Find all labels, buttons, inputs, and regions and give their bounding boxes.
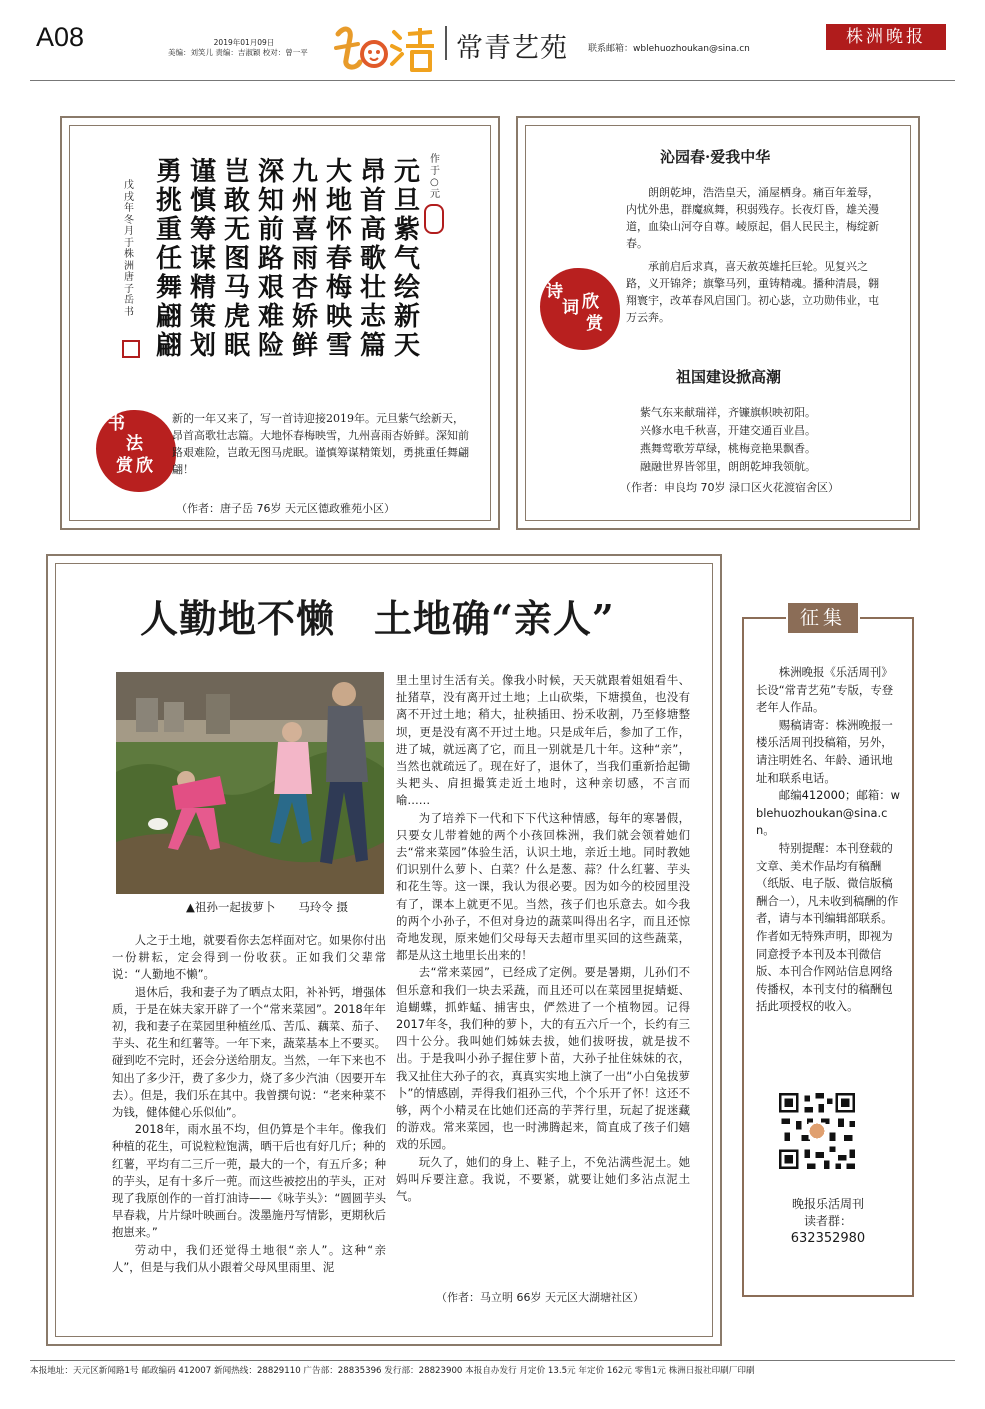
lehuo-logo (330, 20, 440, 76)
poem1-stanza-2: 承前启后求真，喜天赦英雄托巨轮。见复兴之路，义开锦斧；旗擎马列，重铸精魂。播种清晨，翱翔寰宇，改革春风启国门。初心毖，立功勋伟业，屯万云奔。 (626, 260, 879, 324)
sidebar-text (756, 664, 900, 1016)
article-photo (116, 672, 384, 894)
calligraphy-artwork (110, 140, 490, 405)
calligraphy-column: 谨慎筹谋精策划 (190, 157, 217, 361)
poetry-badge: 诗 词 欣 赏 (540, 268, 620, 350)
poem-author: （作者：申良均 70岁 渌口区火花渡宿舍区） (620, 481, 839, 494)
page-number: A08 (36, 22, 85, 52)
qr-caption: 读者群： (803, 1214, 852, 1228)
poem2-line: 融融世界皆邻里，朗朗乾坤我领航。 (640, 460, 816, 473)
article-paragraph: 为了培养下一代和下下代这种情感，每年的寒暑假，只要女儿带着她的两个小孩回株洲，我们就会领着她们去“常来菜园”体验生活，认识土地，亲近土地。同时教她们识别什么萝卜、白菜？什么是葱、蒜？什么红薯、芋头和花生等。这一课，我认为很必要。因为如今的校园里没有了，课本上就更不见。当然，孩子们也乐意去。如今我的两个小孙子，不但对身边的蔬菜叫得出名字，而且还惊奇地发现，原来她们父母每天去超市里买回的这些蔬菜，都是从这土地里长出来的！ (396, 810, 690, 963)
sidebar-paragraph: 株洲晚报《乐活周刊》长设“常青艺苑”专版，专登老年人作品。 (756, 665, 894, 715)
qr-code-icon[interactable] (776, 1090, 858, 1172)
qr-caption: 晚报乐活周刊 (791, 1197, 864, 1211)
calligraphy-column: 深知前路艰难险 (258, 157, 285, 361)
calligraphy-badge: 书 法 欣 赏 (96, 410, 176, 492)
editor-credits: 美编：刘笑儿 责编：吉淑颖 校对：曾一平 (168, 48, 308, 57)
calligraphy-column: 元旦紫气绘新天 (394, 157, 421, 361)
article-right-column (396, 672, 690, 1205)
poem1-title: 沁园春·爱我中华 (660, 148, 771, 166)
article-paragraph: 2018年，雨水虽不均，但仍算是个丰年。像我们种植的花生，可说粒粒饱满，晒干后也有好几斤；种的红薯，平均有二三斤一蔸，最大的一个，有五斤多；种的芋头，足有十多斤一蔸。而这些被挖出的芋头，正对现了我原创作的一首打油诗——《咏芋头》：“圆圆芋头早春栽，片片绿叶映画台。泼墨施丹写情影，更期秋后抱崽来。” (112, 1122, 386, 1240)
sidebar-paragraph: 特别提醒：本刊登载的文章、美术作品均有稿酬（纸版、电子版、微信版稿酬合一），凡未收到稿酬的作者，请与本刊编辑部联系。作者如无特殊声明，即视为同意授予本刊及本刊微信版、本刊合作网站信息网络传播权，本刊支付的稿酬包括此项授权的收入。 (756, 840, 899, 1014)
article-left-column (112, 932, 386, 1276)
poem1-stanza-1: 朗朗乾坤，浩浩皇天，涌屋栖身。痛百年羞辱，内忧外患，群魔疯舞，积弱残存。长夜灯昏，雄关漫道，血染山河夺自尊。崚原起，倡人民民主，梅绽新春。 (626, 186, 879, 250)
column-name: 常青艺苑 (456, 33, 568, 64)
contact-email: 联系邮箱：wblehuozhoukan@sina.cn (588, 44, 750, 54)
issue-date: 2019年01月09日 (213, 38, 275, 47)
calligraphy-description: 新的一年又来了，写一首诗迎接2019年。元旦紫气绘新天，昂首高歌壮志篇。大地怀春梅映雪，九州喜雨杏娇鲜。深知前路艰难险，岂敢无图马虎眠。谨慎筹谋精策划，勇挑重任舞翩翩！ (172, 412, 469, 476)
article-paragraph: 里土里讨生活有关。像我小时候，天天就跟着姐姐看牛、扯猪草，没有离开过土地；上山砍柴，下塘摸鱼，也没有离不开过土地；稍大，扯秧插田、扮禾收割，乃至修塘整坝，更是没有离不开过土地。只是成年后，参加了工作，进了城，就远离了它，而且一别就是几十年。这种“亲”，当然也就疏远了。现在好了，退休了，当我们重新拾起锄头耙头、肩担撮箕走近土地时，这种亲切感，不言而喻…… (396, 673, 690, 808)
header-rule (30, 80, 955, 81)
calligraphy-column: 九州喜雨杏娇鲜 (292, 157, 319, 361)
article-paragraph: 去“常来菜园”，已经成了定例。要是暑期，儿孙们不但乐意和我们一块去采蔬，而且还可以在菜园里捉蜻蜓、追蝴蝶，抓蚱蜢、捕害虫，俨然进了一个植物园。记得2017年冬，我们种的萝卜，大的有五六斤一个，长约有三四十公分。我叫她们姊妹去拔，她们拔呀拔，就是拔不出。于是我叫小孙子握住萝卜苗，大孙子扯住妹妹的衣，我又扯住大孙子的衣，真真实实地上演了一出“小白兔拔萝卜”的情感剧，弄得我们祖孙三代，个个乐开了怀！这还不够，两个小精灵在比她们还高的芋荠行里，玩起了捉迷藏的游戏。常来菜园，也一时沸腾起来，简直成了孩子们嬉戏的乐园。 (396, 965, 690, 1152)
sidebar-paragraph: 赐稿请寄：株洲晚报一楼乐活周刊投稿箱，另外，请注明姓名、年龄、通讯地址和联系电话。 (756, 717, 893, 785)
calligraphy-inscription: 作于○元 (430, 154, 440, 200)
poem2-title: 祖国建设掀高潮 (676, 368, 782, 386)
masthead: 株洲晚报 (826, 24, 946, 50)
article-paragraph: 劳动中，我们还觉得土地很“亲人”。这种“亲人”，但是与我们从小跟着父母风里雨里、泥 (112, 1242, 386, 1274)
article-paragraph: 退休后，我和妻子为了晒点太阳，补补钙，增强体质，于是在妹夫家开辟了一个“常来菜园”。2018年年初，我和妻子在菜园里种植丝瓜、苦瓜、藕菜、茄子、芋头、花生和红薯等。一年下来，蔬菜基本上不要买。碰到吃不完时，还会分送给朋友。当然，一年下来也不知出了多少汗，费了多少力，烧了多少汽油（因要开车去）。但是，我们乐在其中。我曾撰句说：“老来种菜不为钱，健体健心乐似仙”。 (112, 984, 386, 1120)
call-for-submissions-label: 征集 (788, 603, 858, 633)
calligraphy-column: 大地怀春梅映雪 (326, 157, 353, 361)
reader-group-number: 632352980 (790, 1231, 866, 1246)
calligraphy-author: （作者：唐子岳 76岁 天元区德政雅苑小区） (176, 502, 395, 515)
header-separator (445, 26, 447, 60)
article-paragraph: 人之于土地，就要看你去怎样面对它。如果你付出一份耕耘，定会得到一份收获。正如我们父辈常说：“人勤地不懒”。 (112, 933, 386, 982)
calligraphy-column: 勇挑重任舞翩翩 (156, 157, 183, 361)
article-paragraph: 玩久了，她们的身上、鞋子上，不免沾满些泥土。她妈叫斥要注意。我说，不要紧，就要让她们多沾点泥土气。 (396, 1154, 690, 1204)
calligraphy-seal-icon (424, 204, 444, 234)
footer-rule (30, 1360, 955, 1361)
sidebar-paragraph: 邮编412000；邮箱：wblehuozhoukan@sina.cn。 (756, 788, 900, 838)
calligraphy-signature: 戊戌年冬月于株洲唐子岳书 (124, 180, 134, 318)
poem2-line: 燕舞莺歌芳草绿，桃梅竞艳果飘香。 (640, 442, 816, 455)
calligraphy-column: 昂首高歌壮志篇 (360, 157, 387, 361)
footer-info: 本报地址：天元区新闻路1号 邮政编码 412007 新闻热线：28829110 广告部：28835396 发行部：28823900 本报自办发行 月定价 13.5元 年定价 162元 零售1元 株洲日报社印刷厂印刷 (30, 1366, 755, 1376)
article-author: （作者：马立明 66岁 天元区大湖塘社区） (436, 1291, 644, 1304)
signature-seal-icon (122, 340, 140, 358)
article-headline: 人勤地不懒 土地确“亲人” (140, 596, 615, 641)
poem2-line: 兴修水电千秋喜，开建交通百业昌。 (640, 424, 816, 437)
photo-caption: ▲祖孙一起拔萝卜 马玲令 摄 (186, 900, 348, 914)
poem2-line: 紫气东来献瑞祥，齐镰旗帜映初阳。 (640, 406, 816, 419)
calligraphy-column: 岂敢无图马虎眠 (224, 157, 251, 361)
logo-text: 乐活 (330, 20, 332, 21)
